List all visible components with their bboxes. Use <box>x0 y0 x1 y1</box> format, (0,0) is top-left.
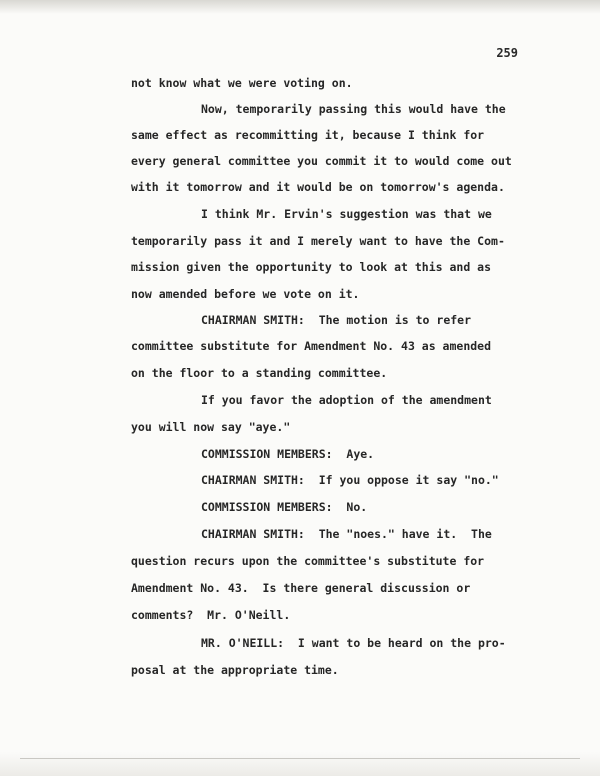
page-number: 259 <box>496 46 518 60</box>
text-line: question recurs upon the committee's substitute for <box>131 554 485 568</box>
speaker-line: CHAIRMAN SMITH: The motion is to refer <box>201 313 472 327</box>
scan-bottom-edge <box>0 752 600 776</box>
text-line: every general committee you commit it to would come out <box>131 154 512 168</box>
speaker-line: MR. O'NEILL: I want to be heard on the pro- <box>201 636 506 650</box>
text-line: posal at the appropriate time. <box>131 663 339 677</box>
speaker-line: COMMISSION MEMBERS: Aye. <box>201 447 375 461</box>
text-line: on the floor to a standing committee. <box>131 366 388 380</box>
text-line: mission given the opportunity to look at this and as <box>131 260 492 274</box>
speaker-line: CHAIRMAN SMITH: If you oppose it say "no." <box>201 473 499 487</box>
speaker-line: COMMISSION MEMBERS: No. <box>201 500 368 514</box>
text-line: not know what we were voting on. <box>131 76 353 90</box>
text-line: Amendment No. 43. Is there general discussion or <box>131 581 471 595</box>
text-line: with it tomorrow and it would be on tomorrow's agenda. <box>131 180 505 194</box>
text-line: comments? Mr. O'Neill. <box>131 608 291 622</box>
text-line: now amended before we vote on it. <box>131 287 360 301</box>
text-line: Now, temporarily passing this would have the <box>201 102 506 116</box>
text-line: you will now say "aye." <box>131 420 291 434</box>
text-line: temporarily pass it and I merely want to have the Com- <box>131 234 505 248</box>
scan-top-edge <box>0 0 600 14</box>
text-line: If you favor the adoption of the amendment <box>201 393 492 407</box>
bottom-divider <box>20 758 580 759</box>
text-line: committee substitute for Amendment No. 43 as amended <box>131 339 492 353</box>
text-line: same effect as recommitting it, because I think for <box>131 128 485 142</box>
text-line: I think Mr. Ervin's suggestion was that we <box>201 207 492 221</box>
speaker-line: CHAIRMAN SMITH: The "noes." have it. The <box>201 527 492 541</box>
